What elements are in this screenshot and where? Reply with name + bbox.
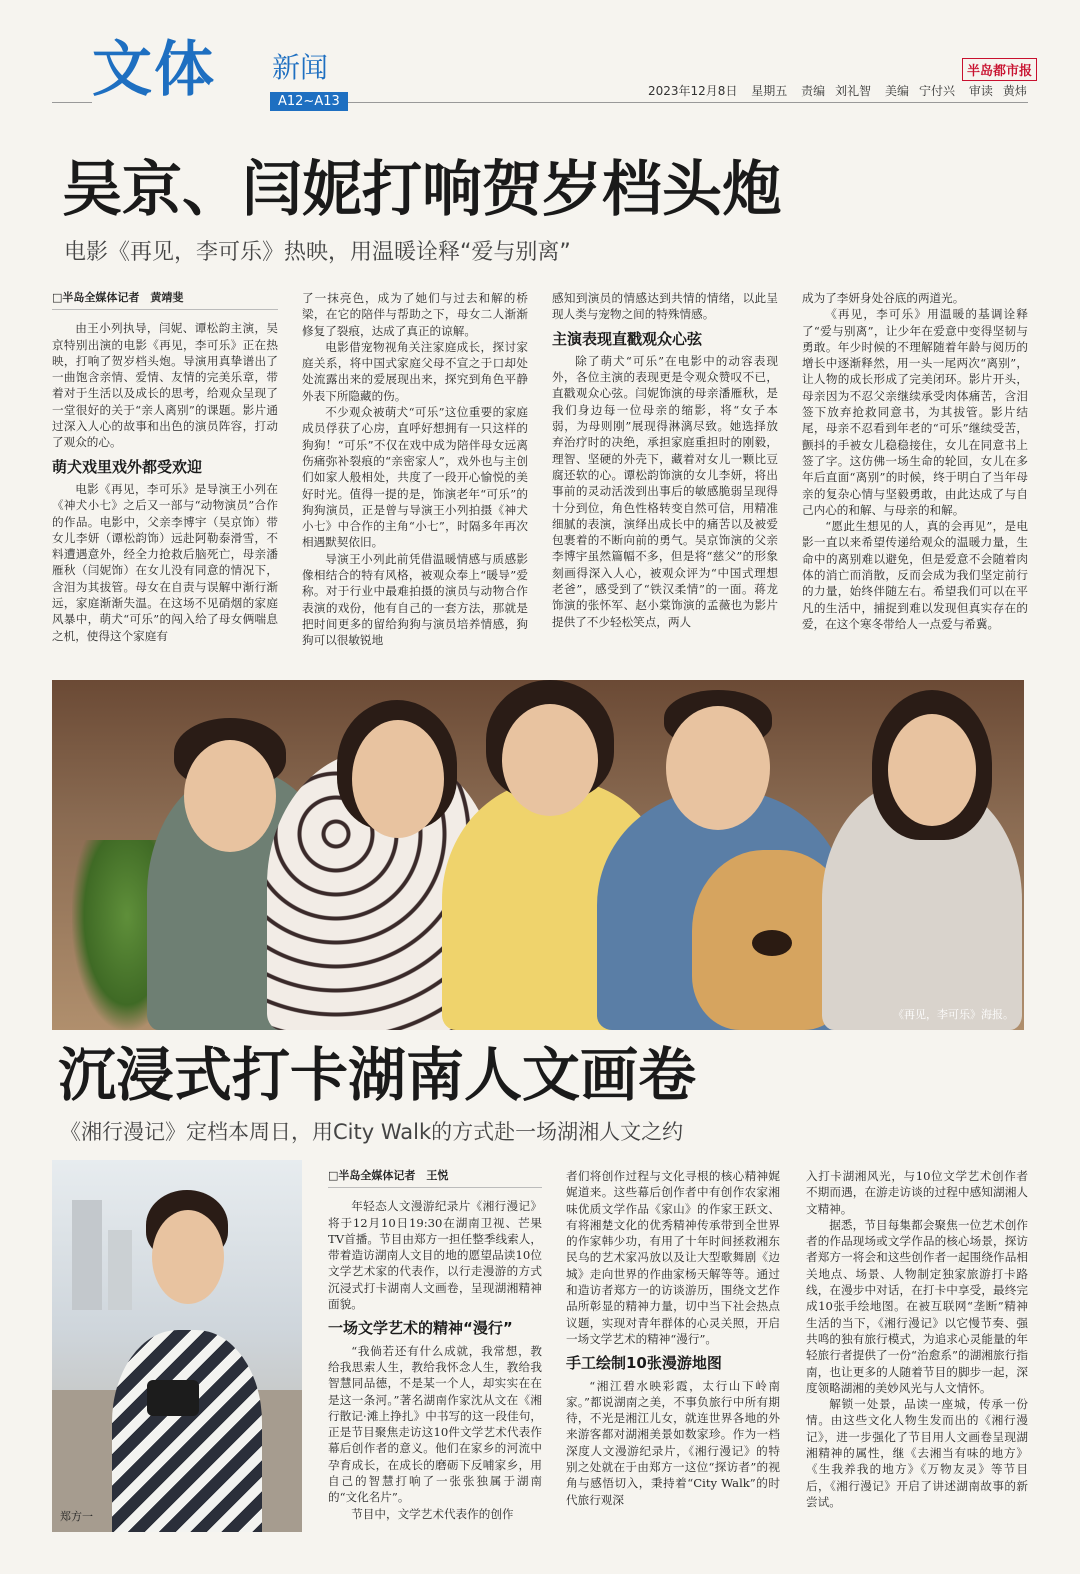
- face-shape: [352, 720, 444, 838]
- story2-subhead-2: 手工绘制10张漫游地图: [566, 1354, 722, 1373]
- portrait-caption: 郑方一: [60, 1510, 93, 1523]
- masthead-rule-right: [348, 102, 1028, 103]
- face-shape: [502, 704, 598, 816]
- person-figure: [112, 1330, 262, 1532]
- newspaper-logo: 半岛都市报: [962, 58, 1037, 81]
- story1-column-3: [552, 290, 778, 660]
- story2-paragraph: 入打卡湖湘风光，与10位文学艺术创作者不期而遇，在游走访谈的过程中感知湖湘人文精神。: [806, 1169, 1028, 1216]
- story1-paragraph: 了一抹亮色，成为了她们与过去和解的桥梁，在它的陪伴与帮助之下，母女二人渐渐修复了裂痕，达成了真正的谅解。: [302, 291, 528, 338]
- issue-date: 2023年12月8日: [648, 84, 738, 98]
- editor-name: 刘礼智: [835, 84, 872, 98]
- story1-subhead-1: 萌犬戏里戏外都受欢迎: [52, 457, 203, 476]
- story2-column-2: [566, 1168, 780, 1548]
- story1-paragraph: 由王小列执导，闫妮、谭松韵主演，吴京特别出演的电影《再见，李可乐》正在热映，打响了贺岁档头炮。导演用真挚谱出了一曲饱含亲情、爱情、友情的完美乐章，带着对于生活以及成长的思考，给观众呈现了一堂很好的关于“亲人离别”的课题。影片通过深入人心的故事和出色的演员阵容，打动了观众的心。: [52, 321, 278, 450]
- story1-subhead-2: 主演表现直戳观众心弦: [552, 329, 703, 348]
- camera-icon: [147, 1380, 199, 1416]
- face-shape: [666, 706, 770, 830]
- story1-paragraph: 电影借宠物视角关注家庭成长，探讨家庭关系，将中国式家庭父母不宣之于口却处处流露出来的爱展现出来，探究到角色平静外表下所隐藏的伤。: [302, 339, 528, 403]
- story2-paragraph: 据悉，节目每集都会聚焦一位艺术创作者的作品现场或文学作品的核心场景，探访者郑方一将会和这些创作者一起围绕作品相关地点、场景、人物制定独家旅游打卡路线，在漫步中对话，在打卡中享受，最终完成10张手绘地图。在被互联网“垄断”精神生活的当下，《湘行漫记》以它慢节奏、强共鸣的独有旅行模式，为追求心灵能量的年轻旅行者提供了一份“治愈系”的湖湘旅行指南，也让更多的人随着节目的脚步一起，深度领略湖湘的美妙风光与人文情怀。: [806, 1217, 1028, 1395]
- story2-paragraph: 节目中，文学艺术代表作的创作: [351, 1506, 514, 1521]
- face-shape: [184, 740, 276, 852]
- story2-column-3: [806, 1168, 1028, 1548]
- story1-paragraph: 除了萌犬“可乐”在电影中的动容表现外，各位主演的表现更是令观众赞叹不已，直戳观众心弦。闫妮饰演的母亲潘雁秋，是我们身边每一位母亲的缩影，将“女子本弱，为母则刚”展现得淋漓尽致。她选择放弃治疗时的决绝，承担家庭重担时的刚毅，理智、坚硬的外壳下，藏着对女儿一颗比豆腐还软的心。谭松韵饰演的女儿李妍，将出事前的灵动活泼到出事后的敏感脆弱呈现得十分到位，角色性格转变自然可信，用精准细腻的表演，演绎出成长中的痛苦以及被爱包裹着的不断向前的勇气。吴京饰演的父亲李博宇虽然篇幅不多，但是将“慈父”的形象刻画得深入人心，被观众评为“中国式理想老爸”，感受到了“铁汉柔情”的一面。蒋龙饰演的张怀军、赵小棠饰演的孟薇也为影片提供了不少轻松笑点，两人: [552, 353, 778, 629]
- story1-paragraph: “愿此生想见的人，真的会再见”，是电影一直以来希望传递给观众的温暖力量，生命中的离别难以避免，但是爱意不会随着肉体的消亡而消散，反而会成为我们坚定前行的力量，始终伴随左右。希望我们可以在平凡的生活中，捕捉到难以发现但真实存在的爱，在这个寒冬带给人一点爱与希冀。: [802, 519, 1028, 631]
- section-title: 文体: [92, 35, 216, 105]
- story2-byline: □半岛全媒体记者 王悦: [328, 1168, 542, 1188]
- story2-headline: 沉浸式打卡湖南人文画卷: [58, 1041, 697, 1109]
- story1-deck: 电影《再见，李可乐》热映，用温暖诠释“爱与别离”: [64, 240, 571, 265]
- issue-weekday: 星期五: [751, 84, 788, 98]
- story1-paragraph: 《再见，李可乐》用温暖的基调诠释了“爱与别离”，让少年在爱意中变得坚韧与勇敢。年少时候的不理解随着年龄与阅历的增长中逐渐释然，用一头一尾两次“离别”，让人物的成长形成了完美闭环。影片开头，母亲因为不忍父亲继续承受肉体痛苦，含泪签下放弃抢救同意书，为其拔管。影片结尾，母亲不忍看到年老的“可乐”继续受苦，颤抖的手被女儿稳稳接住，女儿在同意书上签了字。这仿佛一场生命的轮回，女儿在多年后直面“离别”的时候，终于明白了当年母亲的复杂心情与坚毅勇敢，由此达成了与自己内心的和解、与母亲的和解。: [802, 307, 1028, 517]
- story1-headline: 吴京、闫妮打响贺岁档头炮: [62, 155, 782, 225]
- movie-poster-image: [52, 680, 1024, 1030]
- story1-paragraph: 不少观众被萌犬“可乐”这位重要的家庭成员俘获了心房，直呼好想拥有一只这样的狗狗！“可乐”不仅在戏中成为陪伴母女远离伤痛弥补裂痕的“亲密家人”，戏外也与主创们如家人般相处，共度了一段开心愉悦的美好时光。值得一提的是，饰演老年“可乐”的狗狗演员，正是曾与导演王小列拍摄《神犬小七》中合作的主角“小七”，时隔多年再次相遇默契依旧。: [302, 405, 528, 550]
- building-shape: [108, 1230, 132, 1310]
- story1-column-1: [52, 290, 278, 660]
- reviewer-name: 黄炜: [1002, 84, 1027, 98]
- story2-deck: 《湘行漫记》定档本周日，用City Walk的方式赴一场湖湘人文之约: [60, 1120, 684, 1144]
- story1-paragraph: 感知到演员的情感达到共情的情绪，以此呈现人类与宠物之间的特殊情感。: [552, 291, 778, 322]
- story1-paragraph: 电影《再见，李可乐》是导演王小列在《神犬小七》之后又一部与“动物演员”合作的作品。电影中，父亲李博宇（吴京饰）带女儿李妍（谭松韵饰）远赴阿勒泰滑雪，不料遭遇意外，经全力抢救后脑死亡，母亲潘雁秋（闫妮饰）在女儿没有同意的情况下，含泪为其拔管。母女在自责与误解中渐行渐远，家庭渐渐失温。在这场不见硝烟的家庭风暴中，萌犬“可乐”的闯入给了母女俩喘息之机，使得这个家庭有: [52, 481, 278, 643]
- story1-paragraph: 成为了李妍身处谷底的两道光。: [802, 291, 965, 305]
- reviewer-label: 审读: [968, 84, 993, 98]
- poster-caption: 《再见，李可乐》海报。: [893, 1008, 1014, 1021]
- story2-paragraph: 解锁一处景，品读一座城，传承一份情。由这些文化人物生发而出的《湘行漫记》，进一步强化了节目用人文画卷呈现湖湘精神的属性，继《去湘当有味的地方》《生我养我的地方》《万物友灵》等节目后，《湘行漫记》开启了讲述湖南故事的新尝试。: [806, 1397, 1028, 1509]
- building-shape: [72, 1200, 102, 1310]
- dog-nose-shape: [752, 930, 792, 956]
- art-editor-label: 美编: [884, 84, 909, 98]
- story2-paragraph: “湘江碧水映彩霞，太行山下岭南家。”都说湖南之美，不事负旅行中所有期待，不光是湘江儿女，就连世界各地的外来游客都对湖湘美景如数家珍。作为一档深度人文漫游纪录片，《湘行漫记》的特别之处就在于由郑方一这位“探访者”的视角与感悟切入，秉持着“City Walk”的时代旅行观深: [566, 1378, 780, 1507]
- masthead-rule-left: [52, 102, 92, 103]
- art-editor-name: 宁付兴: [919, 84, 956, 98]
- story2-subhead-1: 一场文学艺术的精神“漫行”: [328, 1319, 513, 1338]
- story1-column-4: [802, 290, 1028, 660]
- host-portrait-image: [52, 1160, 302, 1532]
- face-shape: [152, 1210, 224, 1304]
- story1-paragraph: 导演王小列此前凭借温暖情感与质感影像相结合的特有风格，被观众奉上“暖导”爱称。对于行业中最难拍摄的演员与动物合作表演的戏份，他有自己的一套方法，那就是把时间更多的留给狗狗与演员培养情感，狗狗可以很敏锐地: [302, 551, 528, 648]
- section-subtitle: 新闻: [272, 51, 329, 84]
- story1-column-2: [302, 290, 528, 660]
- issue-meta: [648, 82, 1037, 99]
- face-shape: [888, 714, 976, 826]
- story2-paragraph: 年轻态人文漫游纪录片《湘行漫记》将于12月10日19:30在湖南卫视、芒果TV首播。节目由郑方一担任整季线索人，带着造访湖南人文目的地的愿望品读10位文学艺术家的代表作，以行走漫游的方式沉浸式打卡湖南人文画卷，呈现湖湘精神面貌。: [328, 1199, 542, 1312]
- story1-byline: □半岛全媒体记者 黄靖斐: [52, 290, 278, 310]
- page-range-badge: A12~A13: [270, 92, 348, 111]
- story2-paragraph: 者们将创作过程与文化寻根的核心精神娓娓道来。这些幕后创作者中有创作农家湘味优质文学作品《家山》的作家王跃文、有将湘楚文化的优秀精神传承带到全世界的作家韩少功，有用了十年时间拯救湘东民乌的艺术家冯放以及让大型歌舞剧《边城》走向世界的作曲家杨天解等等。通过和造访者郑方一的访谈游历，围绕文艺作品所彰显的精神力量，切中当下社会热点议题，实现对青年群体的心灵关照，开启一场文学艺术的精神“漫行”。: [566, 1169, 780, 1346]
- editor-label: 责编: [801, 84, 826, 98]
- story2-paragraph: “我倘若还有什么成就，我常想，教给我思索人生，教给我怀念人生，教给我智慧同品德，不是某一个人，却实实在在是这一条河。”著名湖南作家沈从文在《湘行散记·滩上挣扎》中书写的这一段佳句，正是节目聚焦走访这10件文学艺术代表作幕后创作者的意义。他们在家乡的河流中孕育成长，在成长的磨砺下反哺家乡，用自己的智慧打响了一张张独属于湖南的“文化名片”。: [328, 1343, 542, 1505]
- story2-column-1: [328, 1168, 542, 1548]
